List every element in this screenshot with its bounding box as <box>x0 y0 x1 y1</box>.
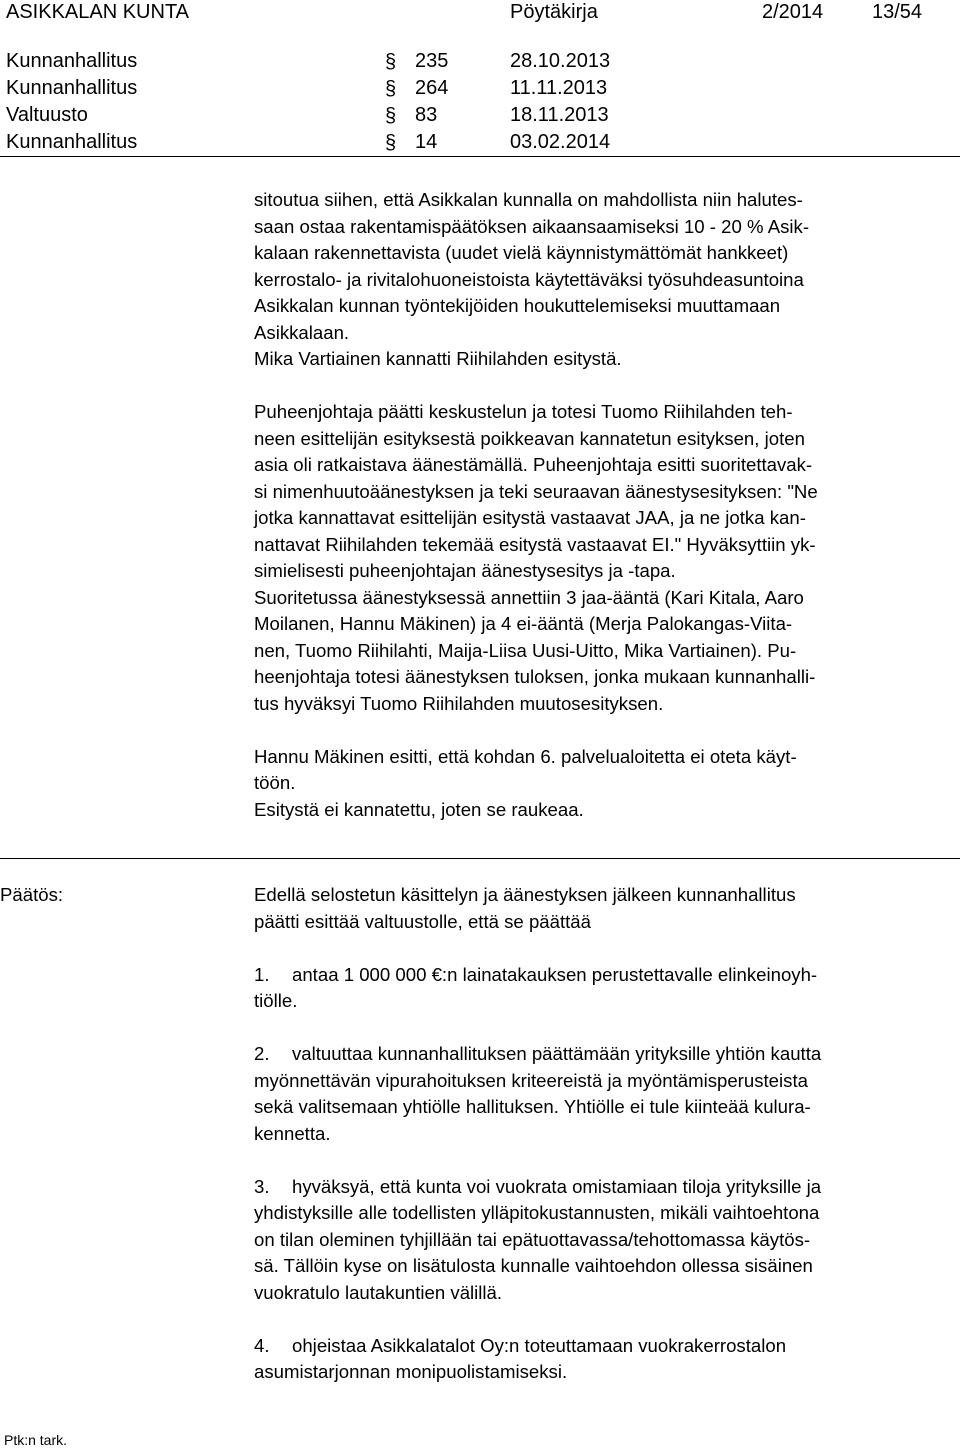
svg-text:§: § <box>385 105 397 126</box>
decision-item-number: 4. <box>254 1334 270 1356</box>
page-number: 13/54 <box>872 1 923 23</box>
discussion-paragraph: sitoutua siihen, että Asikkalan kunnalla on mahdollista niin halutes- saan ostaa rakentamispäätöksen aikaansaamiseksi 10 - 20 % Asik- kalaan rakennettavista (uudet vielä käynnistymättömät hankkeet) kerrostalo- ja rivitalohuoneistoista käytettäväksi työsuhdeasuntoina Asikkalan kunnan työntekijöiden houkuttelemiseksi muuttamaan Asikkalaan. <box>254 189 810 343</box>
decision-item <box>254 1333 954 1386</box>
discussion-paragraph: Mika Vartiainen kannatti Riihilahden esitystä. <box>254 348 622 369</box>
meeting-section: 235 <box>415 50 449 72</box>
section-sign-icon <box>384 50 400 72</box>
discussion-paragraph: Hannu Mäkinen esitti, että kohdan 6. palvelualoitetta ei oteta käyt- töön. <box>254 745 797 793</box>
organization-name: ASIKKALAN KUNTA <box>6 1 190 23</box>
meeting-section: 264 <box>415 77 449 99</box>
discussion-section <box>254 187 954 823</box>
header-divider <box>0 156 960 157</box>
svg-text:§: § <box>385 78 397 99</box>
svg-text:§: § <box>385 51 397 72</box>
document-type: Pöytäkirja <box>510 1 598 23</box>
discussion-paragraph: Esitystä ei kannatettu, joten se raukeaa. <box>254 798 584 820</box>
issue-number: 2/2014 <box>762 1 824 23</box>
meeting-body: Valtuusto <box>6 104 88 126</box>
section-sign-icon <box>384 131 400 153</box>
meeting-ref-row <box>0 129 960 156</box>
decision-item-number: 3. <box>254 1175 270 1197</box>
meeting-section: 83 <box>415 104 438 126</box>
decision-intro: Edellä selostetun käsittelyn ja äänestyksen jälkeen kunnanhallitus päätti esittää valtuustolle, että se päättää <box>254 884 796 932</box>
meeting-date: 18.11.2013 <box>510 104 609 126</box>
decision-item <box>254 1174 954 1307</box>
decision-item-text: ohjeistaa Asikkalatalot Oy:n toteuttamaan vuokrakerrostalon asumistarjonnan monipuolistamiseksi. <box>254 1334 787 1382</box>
page-header <box>0 0 960 24</box>
meeting-ref-row <box>0 48 960 75</box>
decision-item-text: valtuuttaa kunnanhallituksen päättämään yrityksille yhtiön kautta myönnettävän vipurahoituksen kriteereistä ja myöntämisperusteista sekä valitsemaan yhtiölle hallituksen. Yhtiölle ei tule kiinteää kulura- kennetta. <box>254 1043 822 1144</box>
meeting-body: Kunnanhallitus <box>6 77 138 99</box>
decision-label: Päätös: <box>0 884 64 905</box>
decision-item-text: antaa 1 000 000 €:n lainatakauksen perustettavalle elinkeinoyh- tiölle. <box>254 963 818 1011</box>
meeting-section: 14 <box>415 131 438 153</box>
decision-item <box>254 1041 954 1147</box>
meeting-ref-row <box>0 75 960 102</box>
section-divider <box>0 858 960 859</box>
decision-item-text: hyväksyä, että kunta voi vuokrata omistamiaan tiloja yrityksille ja yhdistyksille alle todellisten ylläpitokustannusten, mikäli vaihtoehtona on tilan oleminen tyhjillään tai epätuottavassa/tehottomassa käytös- sä. Tällöin kyse on lisätulosta kunnalle vaihtoehdon ollessa sisäinen vuokratulo lautakuntien välillä. <box>254 1175 822 1303</box>
meeting-date: 28.10.2013 <box>510 50 611 72</box>
discussion-paragraph: Puheenjohtaja päätti keskustelun ja totesi Tuomo Riihilahden teh- neen esittelijän esityksestä poikkeavan kannatetun esityksen, joten asia oli ratkaistava äänestämällä. Puheenjohtaja esitti suoritettavak- si nimenhuutoäänestyksen ja teki seuraavan äänestysesityksen: "Ne jotka kannattavat esittelijän esitystä vastaavat JAA, ja ne jotka kan- nattavat Riihilahden tekemää esitystä vastaavat EI." Hyväksyttiin yk- simielisesti puheenjohtajan äänestysesitys ja -tapa. <box>254 401 818 581</box>
meeting-ref-row <box>0 102 960 129</box>
meeting-body: Kunnanhallitus <box>6 50 138 72</box>
meeting-body: Kunnanhallitus <box>6 131 138 153</box>
decision-section <box>254 882 954 1386</box>
decision-item-number: 2. <box>254 1043 270 1064</box>
section-sign-icon <box>384 104 400 126</box>
section-sign-icon <box>384 77 400 99</box>
meeting-date: 03.02.2014 <box>510 131 611 153</box>
meeting-date: 11.11.2013 <box>510 77 608 99</box>
decision-item <box>254 962 954 1015</box>
discussion-paragraph: Suoritetussa äänestyksessä annettiin 3 jaa-ääntä (Kari Kitala, Aaro Moilanen, Hannu Mäkinen) ja 4 ei-ääntä (Merja Palokangas-Viita- nen, Tuomo Riihilahti, Maija-Liisa Uusi-Uitto, Mika Vartiainen). Pu- heenjohtaja totesi äänestyksen tuloksen, jonka mukaan kunnanhalli- tus hyväksyi Tuomo Riihilahden muutosesityksen. <box>254 586 816 714</box>
review-footer: Ptk:n tark. <box>4 1432 68 1448</box>
svg-text:§: § <box>385 132 397 153</box>
decision-item-number: 1. <box>254 963 270 985</box>
